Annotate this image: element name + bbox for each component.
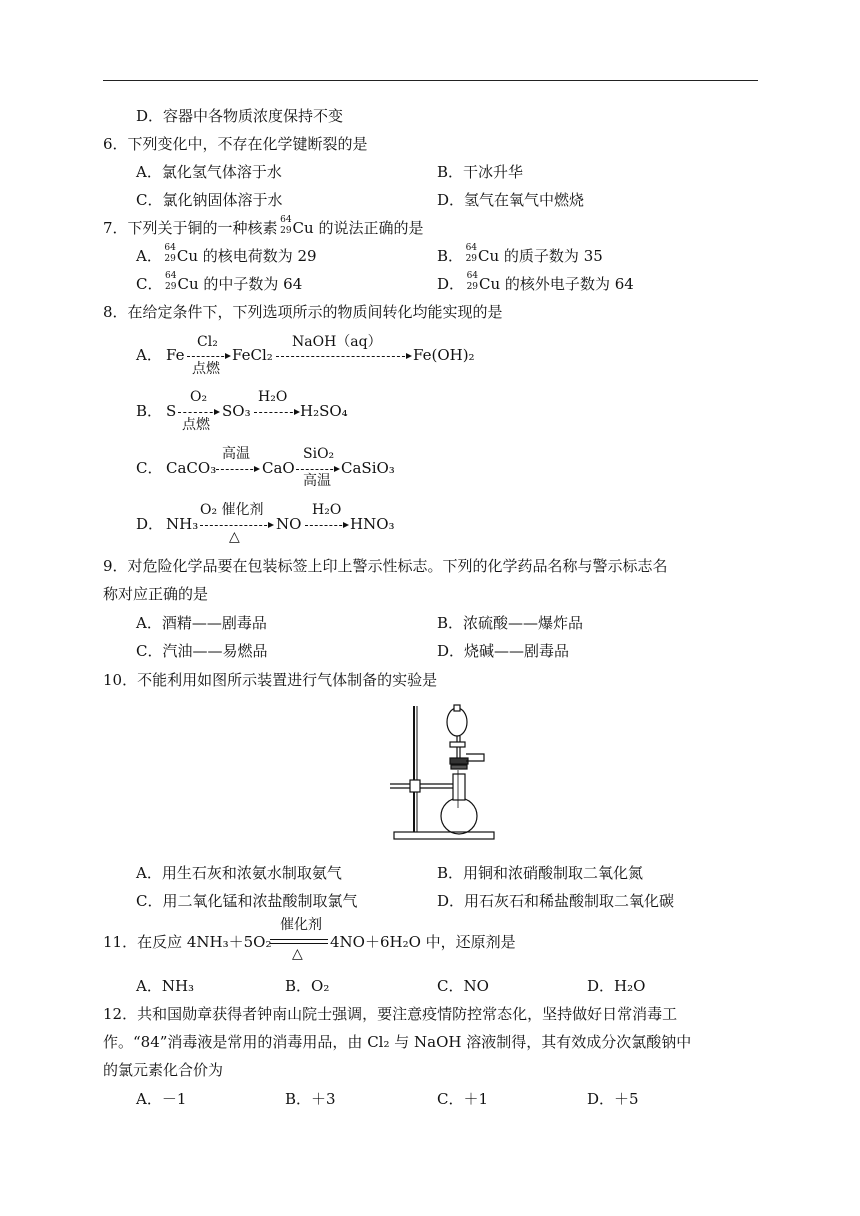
q8-a-label: A． (136, 346, 162, 364)
q8-a-cond1-top: Cl₂ (197, 334, 218, 350)
q12-option-a[interactable]: A．－1 (136, 1090, 187, 1108)
q8-d-label: D． (136, 515, 164, 533)
q11-option-b[interactable]: B．O₂ (285, 977, 330, 995)
q8-d-species2: NO (276, 515, 302, 533)
q12-option-c[interactable]: C．＋1 (437, 1090, 489, 1108)
q11-option-c[interactable]: C．NO (437, 977, 489, 995)
q12-stem-line3: 的氯元素化合价为 (103, 1061, 224, 1079)
q6-option-b[interactable]: B．干冰升华 (437, 163, 524, 181)
q7-stem: 7．下列关于铜的一种核素 64 29 Cu 的说法正确的是 (103, 215, 424, 237)
q8-a-cond1-bot: 点燃 (192, 361, 220, 377)
q6-option-c[interactable]: C．氯化钠固体溶于水 (136, 191, 283, 209)
q12-option-d[interactable]: D．＋5 (587, 1090, 639, 1108)
q8-c-cond1-top: 高温 (222, 446, 250, 462)
q8-b-cond1-bot: 点燃 (182, 417, 210, 433)
q7-option-a[interactable]: A． 64 29 Cu 的核电荷数为 29 (136, 243, 317, 265)
q8-c-arrow2 (296, 469, 338, 470)
q10-stem: 10．不能利用如图所示装置进行气体制备的实验是 (103, 671, 438, 689)
q6-option-a[interactable]: A．氯化氢气体溶于水 (136, 163, 282, 181)
q8-b-cond2-top: H₂O (258, 389, 288, 405)
q8-b-arrow1 (178, 412, 218, 413)
q9-stem-line1: 9．对危险化学品要在包装标签上印上警示性标志。下列的化学药品名称与警示标志名 (103, 557, 668, 575)
q12-stem-line2: 作。“84”消毒液是常用的消毒用品，由 Cl₂ 与 NaOH 溶液制得，其有效成分次氯酸钠中 (103, 1033, 692, 1051)
q8-a-arrow1 (187, 356, 229, 357)
q8-b-arrow2 (254, 412, 298, 413)
q11-option-d[interactable]: D．H₂O (587, 977, 646, 995)
q9-option-a[interactable]: A．酒精——剧毒品 (136, 614, 267, 632)
q8-b-label: B． (136, 402, 163, 420)
q6-option-d[interactable]: D．氢气在氧气中燃烧 (437, 191, 585, 209)
q10-option-a[interactable]: A．用生石灰和浓氨水制取氨气 (136, 864, 342, 882)
q11-stem-post: 4NO＋6H₂O 中，还原剂是 (330, 933, 516, 951)
q8-d-species3: HNO₃ (350, 515, 395, 533)
q8-a-cond2-top: NaOH（aq） (292, 334, 382, 350)
q8-a-species2: FeCl₂ (232, 346, 273, 364)
q8-a-species3: Fe(OH)₂ (413, 346, 475, 364)
q9-stem-line2: 称对应正确的是 (103, 585, 209, 603)
header-rule (103, 80, 758, 81)
q8-c-cond2-top: SiO₂ (303, 446, 335, 462)
q9-option-d[interactable]: D．烧碱——剧毒品 (437, 642, 570, 660)
q9-option-c[interactable]: C．汽油——易燃品 (136, 642, 268, 660)
q8-d-cond1-top: O₂ 催化剂 (200, 502, 264, 518)
q9-option-b[interactable]: B．浓硫酸——爆炸品 (437, 614, 584, 632)
q8-c-species1: CaCO₃ (166, 459, 217, 477)
cu-isotope: 64 29 (280, 215, 292, 236)
q8-c-species3: CaSiO₃ (341, 459, 395, 477)
q7-option-d[interactable]: D． 64 29 Cu 的核外电子数为 64 (437, 271, 634, 293)
q5-option-d[interactable]: D．容器中各物质浓度保持不变 (136, 107, 344, 125)
q8-d-arrow2 (305, 525, 347, 526)
q10-option-c[interactable]: C．用二氧化锰和浓盐酸制取氯气 (136, 892, 358, 910)
q8-b-cond1-top: O₂ (190, 389, 208, 405)
q12-option-b[interactable]: B．＋3 (285, 1090, 336, 1108)
q8-d-cond2-top: H₂O (312, 502, 342, 518)
q11-cond-bot: △ (292, 946, 303, 962)
q8-a-species1: Fe (166, 346, 185, 364)
q8-c-arrow1 (216, 469, 258, 470)
q11-cond-top: 催化剂 (280, 917, 322, 933)
q8-a-arrow2 (276, 356, 410, 357)
q10-option-b[interactable]: B．用铜和浓硝酸制取二氧化氮 (437, 864, 644, 882)
q8-c-species2: CaO (262, 459, 295, 477)
q8-d-cond1-bot: △ (229, 529, 240, 545)
q11-option-a[interactable]: A．NH₃ (136, 977, 195, 995)
q6-stem: 6．下列变化中，不存在化学键断裂的是 (103, 135, 368, 153)
q8-d-species1: NH₃ (166, 515, 199, 533)
q8-stem: 8．在给定条件下，下列选项所示的物质间转化均能实现的是 (103, 303, 503, 321)
q11-equals-sign (270, 939, 328, 944)
q8-b-species3: H₂SO₄ (300, 402, 348, 420)
q8-c-label: C． (136, 459, 163, 477)
q7-option-c[interactable]: C． 64 29 Cu 的中子数为 64 (136, 271, 303, 293)
q8-c-cond2-bot: 高温 (303, 473, 331, 489)
q8-b-species1: S (166, 402, 177, 420)
q8-b-species2: SO₃ (222, 402, 251, 420)
q7-option-b[interactable]: B． 64 29 Cu 的质子数为 35 (437, 243, 603, 265)
gas-generation-apparatus-figure (380, 700, 500, 848)
q8-d-arrow1 (200, 525, 272, 526)
q11-stem-pre: 11．在反应 4NH₃＋5O₂ (103, 933, 272, 951)
q12-stem-line1: 12．共和国勋章获得者钟南山院士强调，要注意疫情防控常态化，坚持做好日常消毒工 (103, 1005, 678, 1023)
q10-option-d[interactable]: D．用石灰石和稀盐酸制取二氧化碳 (437, 892, 675, 910)
